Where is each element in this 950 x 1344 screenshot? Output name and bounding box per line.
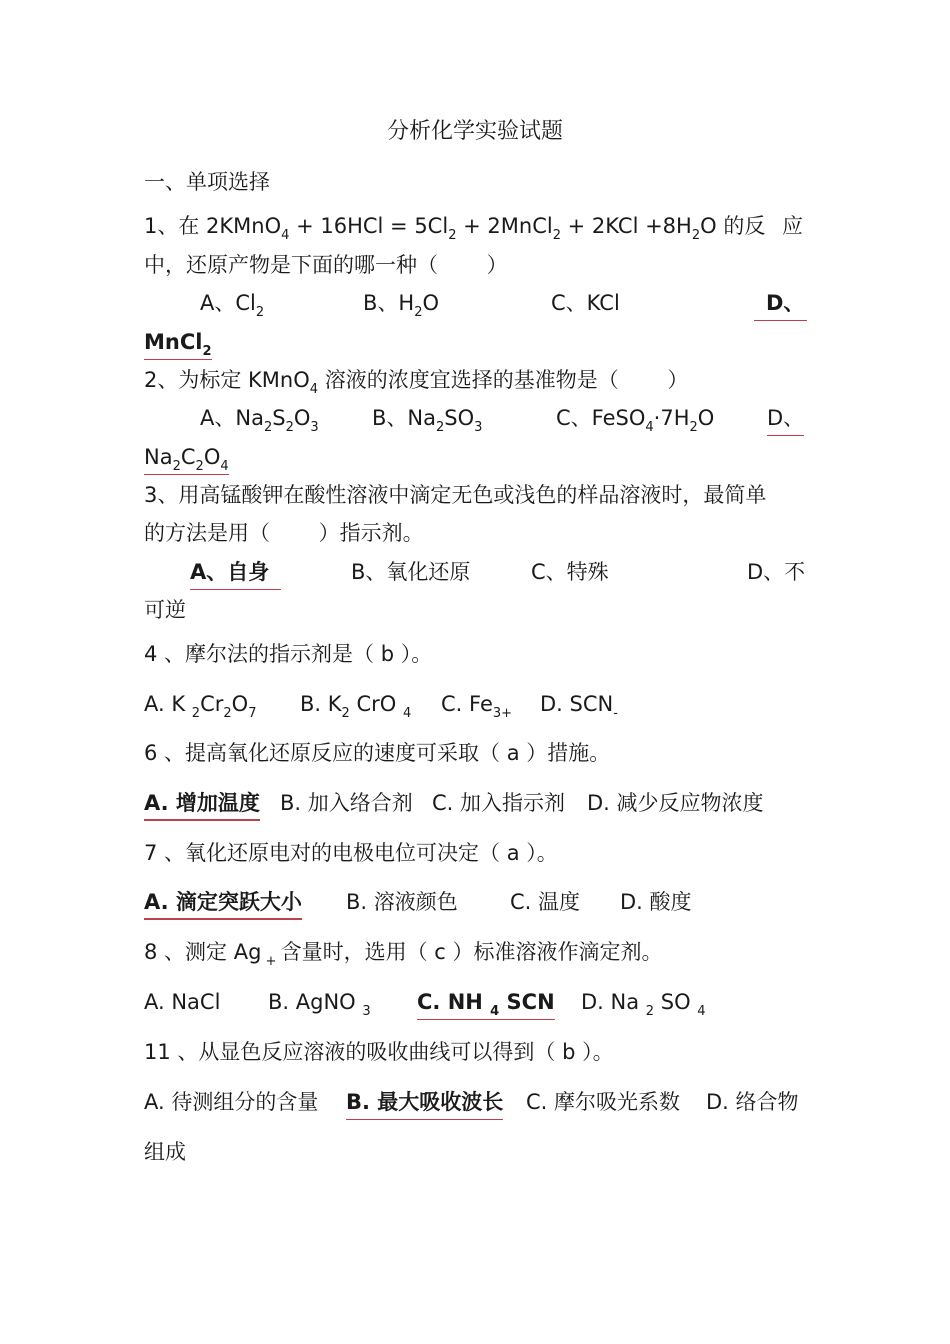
q3-option-b: B、氧化还原 bbox=[351, 560, 471, 584]
q7-option-a-answer: A. 滴定突跃大小 bbox=[144, 887, 302, 917]
q1-option-a: A、$Cl_2$ bbox=[200, 291, 265, 320]
q4-option-d: D. $SCN_-$ bbox=[540, 692, 618, 721]
q6-option-a-answer: A. 增加温度 bbox=[144, 788, 260, 818]
q8-stem: 8 、测定 Ag $_+$ 含量时，选用（ c ）标准溶液作滴定剂。 bbox=[144, 940, 663, 969]
q7-stem: 7 、氧化还原电对的电极电位可决定（ a ）。 bbox=[144, 841, 558, 865]
q11-stem: 11 、从显色反应溶液的吸收曲线可以得到（ b ）。 bbox=[144, 1040, 614, 1064]
q11-option-c: C. 摩尔吸光系数 bbox=[526, 1090, 681, 1114]
q3-option-d: D、不 bbox=[747, 560, 806, 584]
q7-option-c: C. 温度 bbox=[510, 890, 581, 914]
q2-option-a: A、$Na_2S_2O_3$ bbox=[200, 406, 319, 435]
q1-stem-line1: 1、在 2KMnO$_4$ + $16HCl = 5Cl_2$ + 2MnCl$_2$ + $2KCl +8H_2O$ 的反 bbox=[144, 214, 766, 243]
page-title: 分析化学实验试题 bbox=[386, 119, 563, 144]
q3-stem-line1: 3、用高锰酸钾在酸性溶液中滴定无色或浅色的样品溶液时，最简单 bbox=[144, 483, 767, 507]
q7-option-d: D. 酸度 bbox=[620, 890, 692, 914]
q1-stem-line1-end: 应 bbox=[782, 214, 803, 238]
q11-option-b-answer: B. 最大吸收波长 bbox=[346, 1087, 503, 1117]
q1-option-b: B、$H_2O$ bbox=[363, 291, 440, 320]
q1-stem-line2: 中，还原产物是下面的哪一种（ ） bbox=[144, 253, 508, 277]
q3-stem-line2: 的方法是用（ ）指示剂。 bbox=[144, 521, 424, 545]
q2-option-d-continued: $Na_2C_2O_4$ bbox=[144, 445, 229, 474]
q4-option-a: A. K $_2Cr_2O_7$ bbox=[144, 692, 257, 721]
q2-stem: 2、为标定 KMnO$_4$ 溶液的浓度宜选择的基准物是（ ） bbox=[144, 368, 689, 397]
q1-option-d-continued: MnCl$_2$ bbox=[144, 330, 212, 359]
q6-stem: 6 、提高氧化还原反应的速度可采取（ a ）措施。 bbox=[144, 741, 611, 765]
q4-option-b: B. $K_2$ CrO $_4$ bbox=[300, 692, 412, 721]
q6-option-d: D. 减少反应物浓度 bbox=[587, 791, 764, 815]
q3-option-a-answer: A、自身 bbox=[190, 557, 281, 587]
q8-option-b: B. AgNO $_3$ bbox=[268, 990, 371, 1019]
q6-option-b: B. 加入络合剂 bbox=[280, 791, 413, 815]
q8-option-a: A. NaCl bbox=[144, 990, 221, 1014]
q2-option-d-answer: D、 bbox=[767, 403, 804, 433]
q2-option-b: B、$Na_2SO_3$ bbox=[372, 406, 483, 435]
q1-option-d-answer: D、 bbox=[754, 288, 807, 318]
q3-option-c: C、特殊 bbox=[531, 560, 609, 584]
q11-option-d: D. 络合物 bbox=[706, 1090, 799, 1114]
q7-option-b: B. 溶液颜色 bbox=[346, 890, 458, 914]
q1-option-c: C、KCl bbox=[551, 291, 620, 315]
q3-option-d-continued: 可逆 bbox=[144, 598, 186, 622]
q11-option-a: A. 待测组分的含量 bbox=[144, 1090, 319, 1114]
q6-option-c: C. 加入指示剂 bbox=[432, 791, 566, 815]
section-heading: 一、单项选择 bbox=[144, 170, 270, 194]
q4-stem: 4 、摩尔法的指示剂是（ b ）。 bbox=[144, 642, 433, 666]
q8-option-c-answer: C. NH $_4$ SCN bbox=[417, 990, 555, 1019]
q11-option-d-continued: 组成 bbox=[144, 1140, 186, 1164]
q2-option-c: C、$FeSO_4\cdot 7H_2O$ bbox=[556, 406, 715, 435]
q8-option-d: D. Na $_2$ SO $_4$ bbox=[581, 990, 706, 1019]
q4-option-c: C. $Fe_{3+}$ bbox=[441, 692, 513, 721]
